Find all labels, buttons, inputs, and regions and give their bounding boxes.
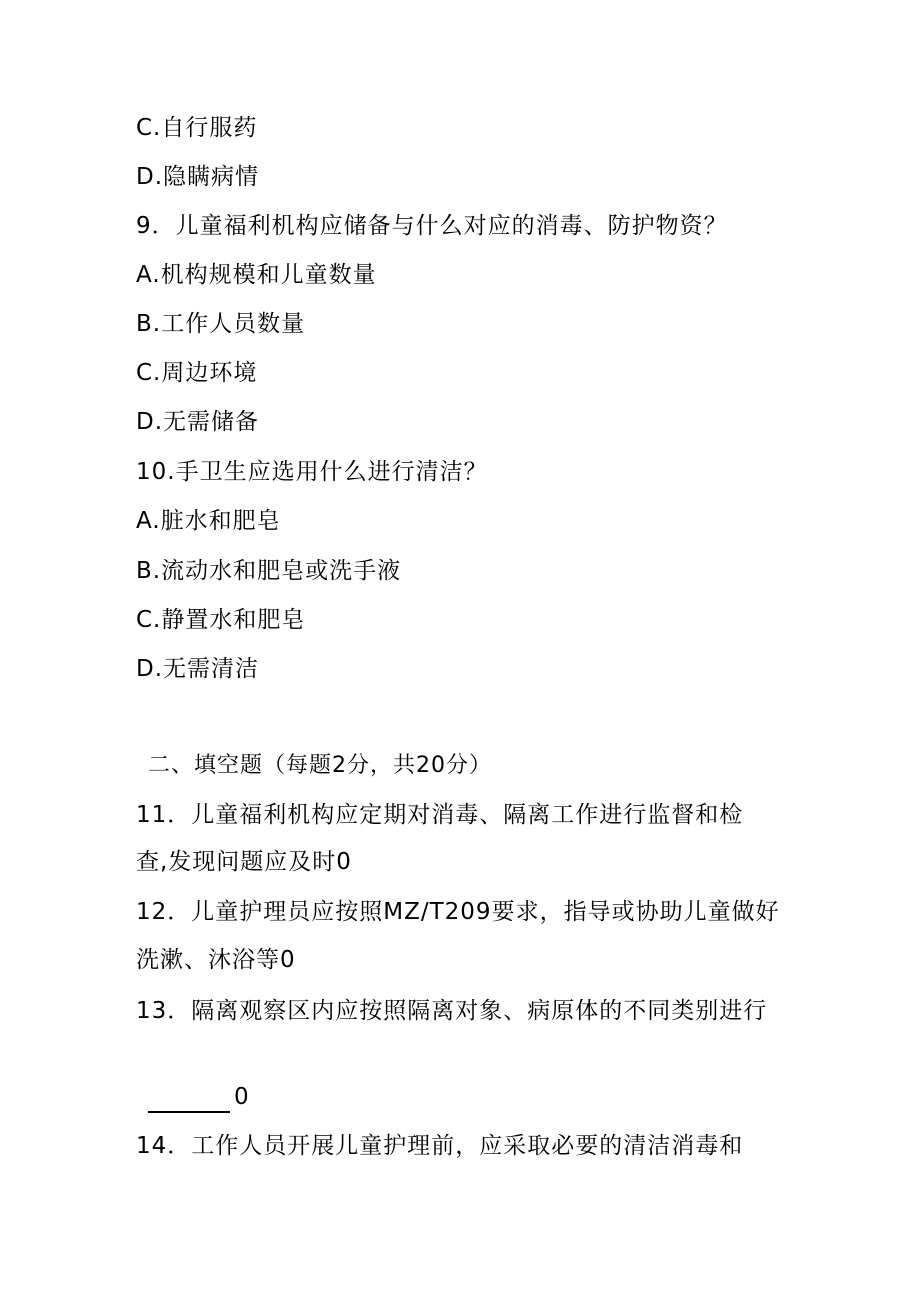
question-14-line1: 14．工作人员开展儿童护理前，应采取必要的清洁消毒和	[136, 1133, 744, 1159]
question-9-stem: 9．儿童福利机构应储备与什么对应的消毒、防护物资？	[136, 213, 728, 239]
option-q9-c: C.周边环境	[136, 360, 258, 386]
option-q10-c: C.静置水和肥皂	[136, 607, 306, 633]
option-q10-b: B.流动水和肥皂或洗手液	[136, 558, 402, 584]
question-11-line1: 11．儿童福利机构应定期对消毒、隔离工作进行监督和检	[136, 802, 744, 828]
question-11-line2: 查,发现问题应及时0	[136, 849, 352, 875]
option-q10-d: D.无需清洁	[136, 656, 260, 682]
option-q9-a: A.机构规模和儿童数量	[136, 262, 377, 288]
option-q9-b: B.工作人员数量	[136, 311, 306, 337]
question-13-line1: 13．隔离观察区内应按照隔离对象、病原体的不同类别进行	[136, 998, 768, 1024]
section-title-fill-in: 二、填空题（每题2分，共20分）	[148, 753, 492, 778]
option-q9-d: D.无需储备	[136, 409, 260, 435]
question-10-stem: 10.手卫生应选用什么进行清洁？	[136, 459, 488, 485]
question-12-line1: 12．儿童护理员应按照MZ/T209要求，指导或协助儿童做好	[136, 899, 780, 925]
option-q8-c: C.自行服药	[136, 115, 258, 141]
question-13-blank-suffix: 0	[234, 1084, 250, 1110]
option-q8-d: D.隐瞒病情	[136, 164, 260, 190]
answer-blank	[148, 1089, 230, 1113]
question-13-blank-line	[148, 1081, 250, 1113]
option-q10-a: A.脏水和肥皂	[136, 508, 281, 534]
question-12-line2: 洗漱、沐浴等0	[136, 947, 296, 973]
